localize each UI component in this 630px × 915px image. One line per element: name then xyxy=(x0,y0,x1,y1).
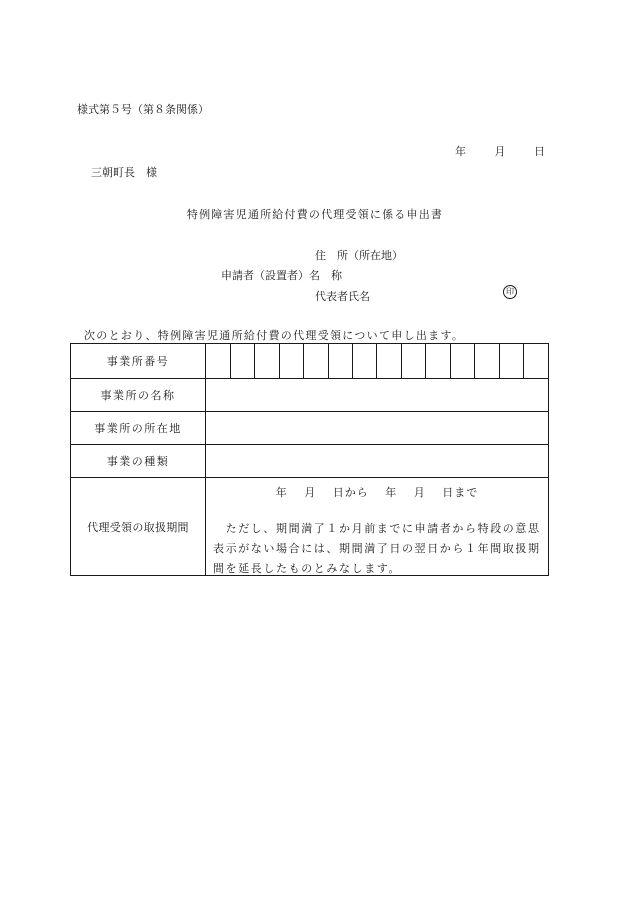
period-date-range: 年 月 日から 年 月 日まで xyxy=(275,486,479,499)
digit-box[interactable] xyxy=(523,344,548,378)
date-line xyxy=(455,143,545,159)
digit-box[interactable] xyxy=(279,344,303,378)
representative-label: 代表者氏名 xyxy=(315,290,370,303)
date-year: 年 xyxy=(455,145,466,158)
period-cell xyxy=(206,478,549,576)
office-number-row xyxy=(71,344,549,379)
digit-box[interactable] xyxy=(499,344,523,378)
office-number-label: 事業所番号 xyxy=(71,344,206,379)
intro-text: 次のとおり、特例障害児通所給付費の代理受領について申し出ます。 xyxy=(84,329,465,342)
date-month: 月 xyxy=(494,145,506,158)
digit-box[interactable] xyxy=(255,344,279,378)
office-name-row xyxy=(71,379,549,412)
business-type-label: 事業の種類 xyxy=(71,445,206,478)
office-name-label: 事業所の名称 xyxy=(71,379,206,412)
office-address-field[interactable] xyxy=(206,412,549,445)
digit-box[interactable] xyxy=(353,344,377,378)
office-address-label: 事業所の所在地 xyxy=(71,412,206,445)
application-table xyxy=(70,343,549,576)
digit-box[interactable] xyxy=(206,344,230,378)
business-type-row xyxy=(71,445,549,478)
digit-box[interactable] xyxy=(328,344,352,378)
period-label: 代理受領の取扱期間 xyxy=(71,478,206,576)
digit-boxes xyxy=(206,344,548,378)
date-day: 日 xyxy=(534,145,545,158)
digit-box[interactable] xyxy=(230,344,254,378)
applicant-name-label: 申請者（設置者）名 称 xyxy=(221,269,342,282)
digit-box[interactable] xyxy=(377,344,401,378)
office-number-boxes xyxy=(206,344,549,379)
addressee: 三朝町長 様 xyxy=(91,166,157,179)
digit-box[interactable] xyxy=(401,344,425,378)
business-type-field[interactable] xyxy=(206,445,549,478)
office-name-field[interactable] xyxy=(206,379,549,412)
document-title: 特例障害児通所給付費の代理受領に係る申出書 xyxy=(186,208,444,221)
period-row xyxy=(71,478,549,576)
digit-box[interactable] xyxy=(450,344,474,378)
seal-mark: 印 xyxy=(503,285,517,299)
form-number: 様式第５号（第８条関係） xyxy=(77,103,209,116)
digit-box[interactable] xyxy=(426,344,450,378)
address-label: 住 所（所在地） xyxy=(315,249,403,262)
digit-box[interactable] xyxy=(475,344,499,378)
digit-box[interactable] xyxy=(304,344,328,378)
office-address-row xyxy=(71,412,549,445)
period-note: ただし、期間満了１か月前までに申請者から特段の意思表示がない場合には、期間満了日の翌日から１年間取扱期間を延長したものとみなします。 xyxy=(213,522,541,575)
